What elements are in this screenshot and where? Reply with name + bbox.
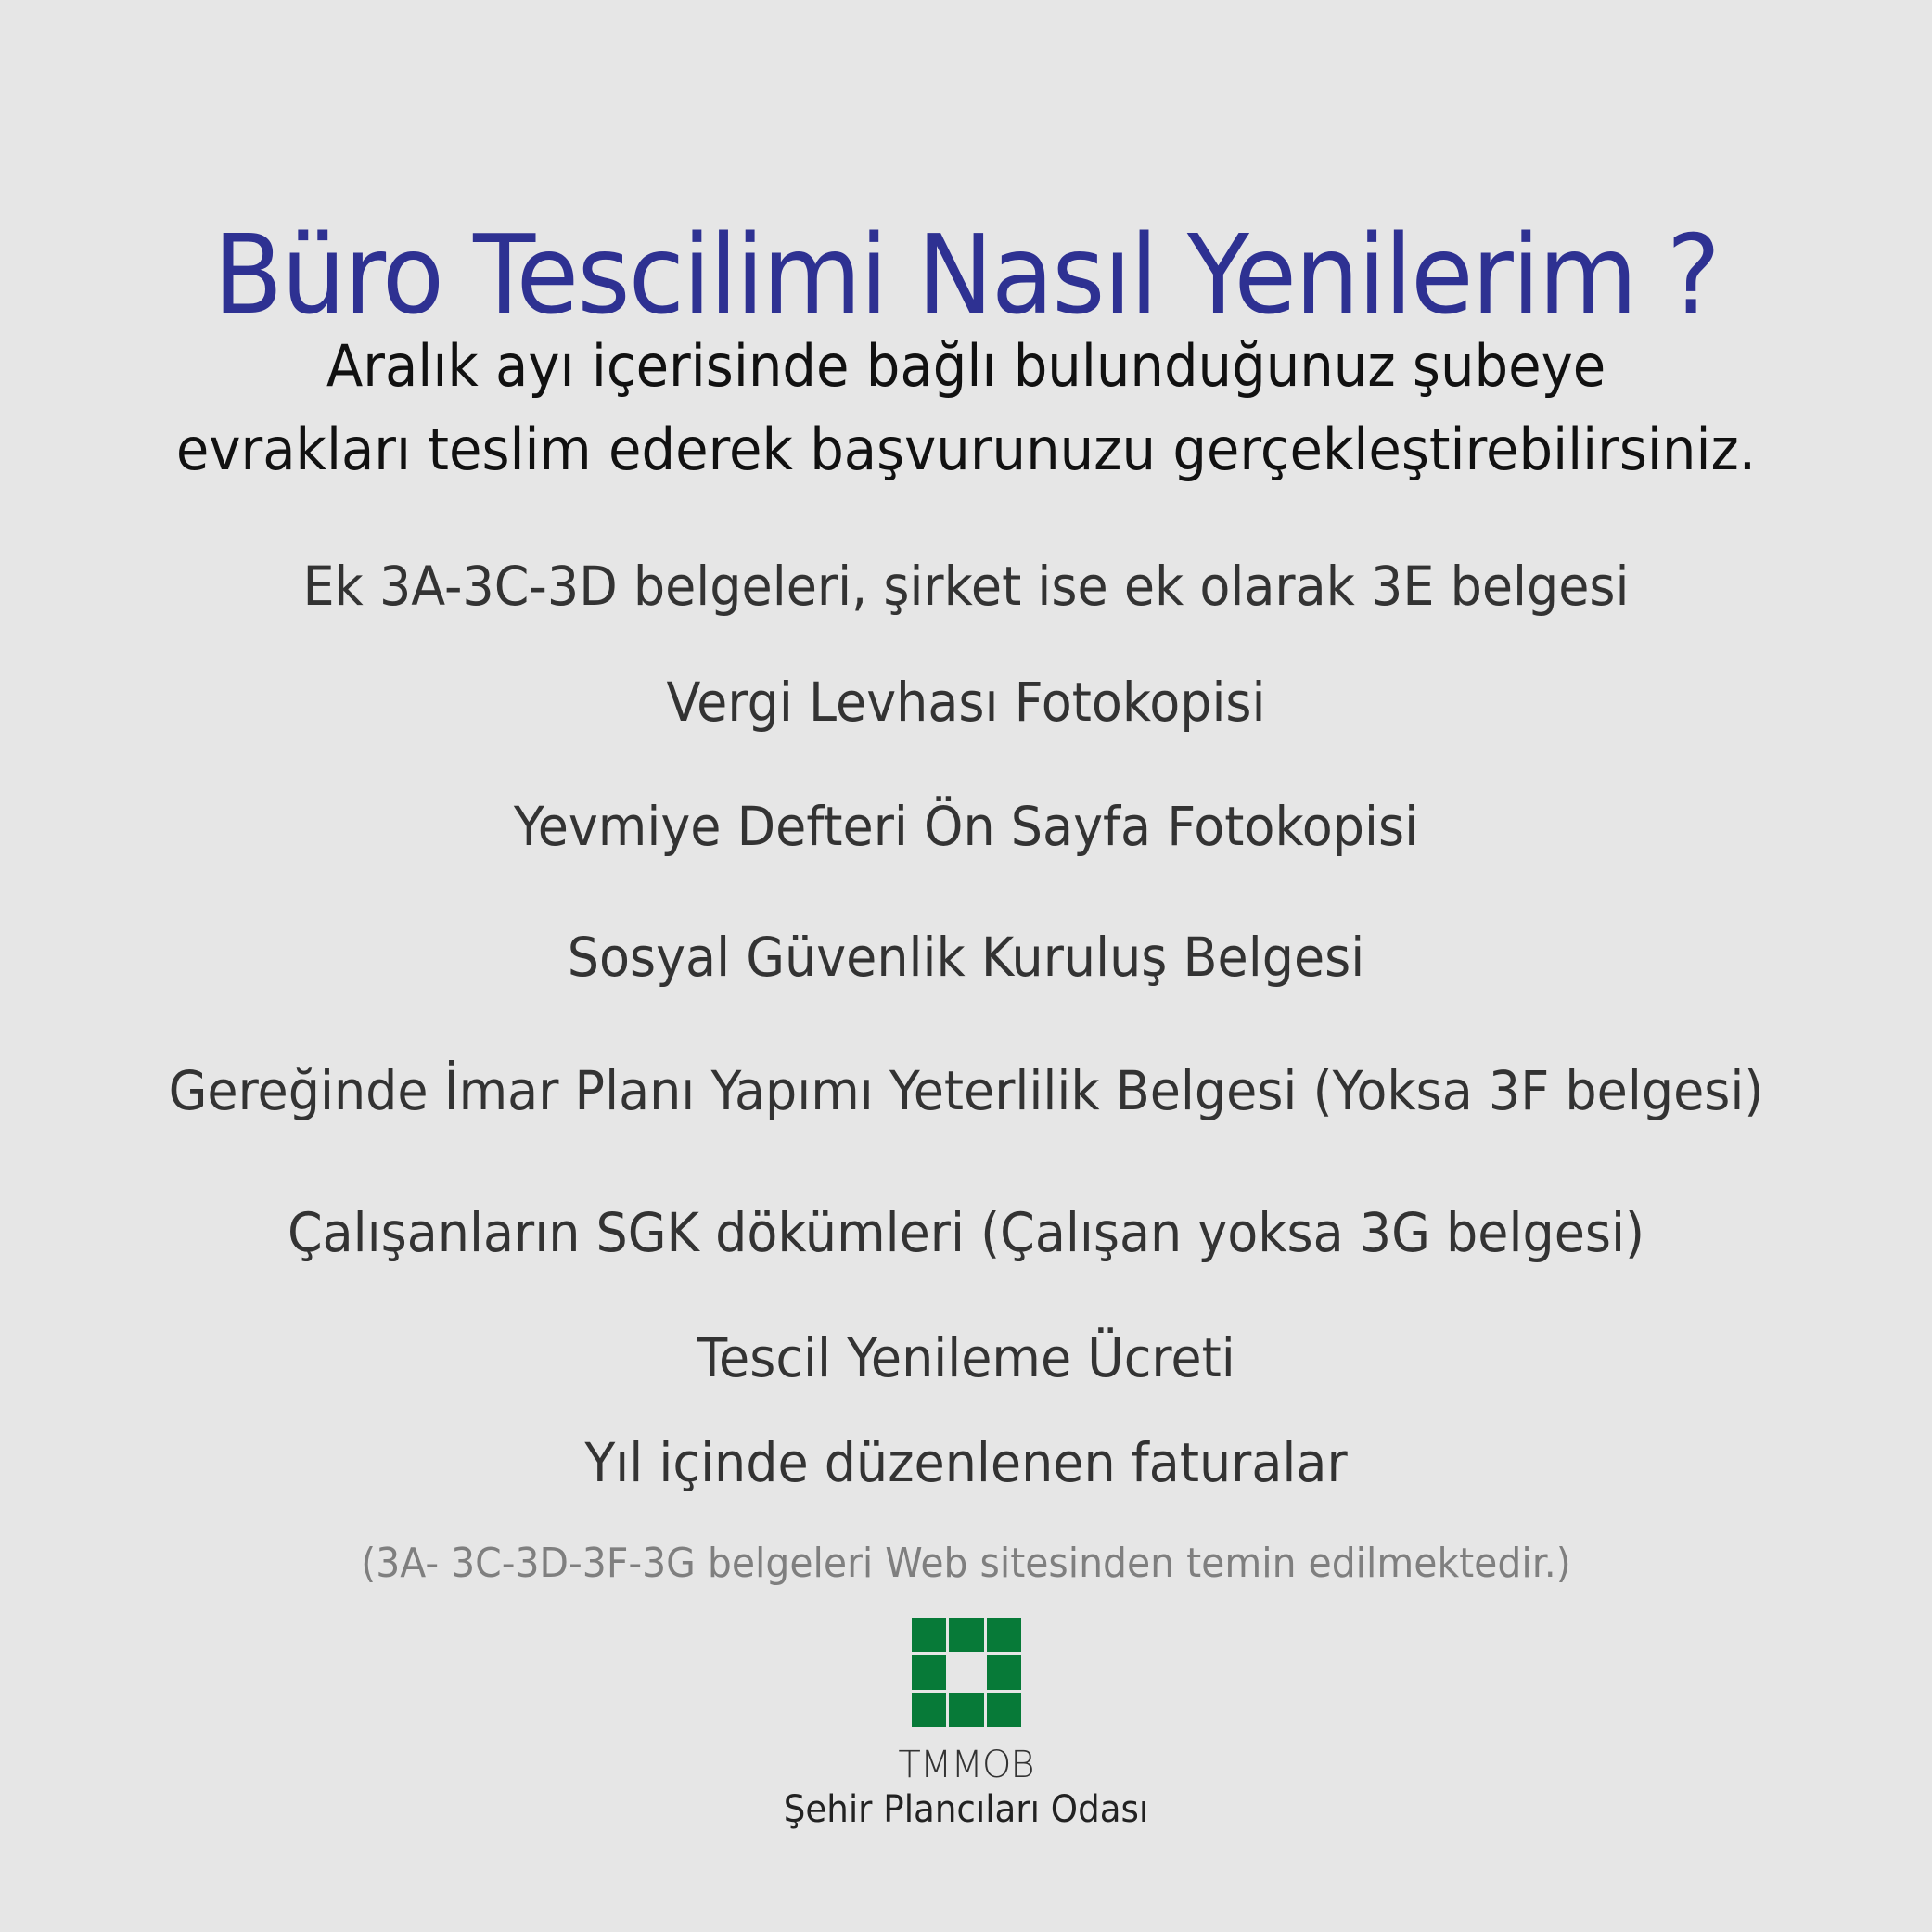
logo-cell (912, 1655, 946, 1689)
document-item-yevmiye-defteri: Yevmiye Defteri Ön Sayfa Fotokopisi (513, 795, 1419, 858)
logo-cell (987, 1693, 1021, 1727)
logo-cell (987, 1655, 1021, 1689)
logo-cell (912, 1618, 946, 1652)
document-item-faturalar: Yıl içinde düzenlenen faturalar (584, 1431, 1348, 1494)
organization-acronym: TMMOB (898, 1744, 1034, 1786)
document-item-sgk-dokumleri: Çalışanların SGK dökümleri (Çalışan yoksa 3G belgesi) (287, 1201, 1645, 1264)
document-item-tescil-ucreti: Tescil Yenileme Ücreti (697, 1326, 1235, 1389)
logo-cell-empty (949, 1655, 983, 1689)
document-item-imar-plani: Gereğinde İmar Planı Yapımı Yeterlilik Belgesi (Yoksa 3F belgesi) (168, 1059, 1764, 1122)
intro-line-1: Aralık ayı içerisinde bağlı bulunduğunuz şubeye (326, 332, 1606, 400)
logo-cell (987, 1618, 1021, 1652)
tmmob-logo-icon (912, 1618, 1021, 1727)
intro-line-2: evrakları teslim ederek başvurunuzu gerçekleştirebilirsiniz. (175, 416, 1757, 483)
organization-name: Şehir Plancıları Odası (783, 1788, 1149, 1831)
footnote: (3A- 3C-3D-3F-3G belgeleri Web sitesinden temin edilmektedir.) (361, 1540, 1571, 1587)
page-title: Büro Tescilimi Nasıl Yenilerim ? (212, 211, 1720, 339)
logo-cell (949, 1618, 983, 1652)
document-item-ek-belgeler: Ek 3A-3C-3D belgeleri, şirket ise ek olarak 3E belgesi (302, 555, 1630, 618)
logo-cell (949, 1693, 983, 1727)
document-item-vergi-levhasi: Vergi Levhası Fotokopisi (666, 671, 1266, 734)
logo-cell (912, 1693, 946, 1727)
document-item-sosyal-guvenlik: Sosyal Güvenlik Kuruluş Belgesi (567, 926, 1365, 989)
